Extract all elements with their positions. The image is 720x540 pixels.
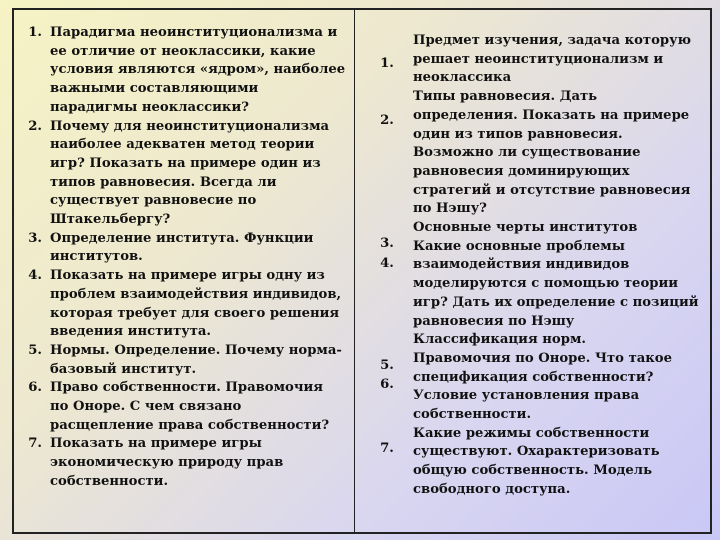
right-item-text: Типы равновесия. Дать определения. Показать на примере один из типов равновесия. Возможно ли существование равновесия доминирующих стратегий и отсутствие равновесия по Нэшу? bbox=[413, 89, 691, 217]
left-question-item bbox=[18, 342, 346, 379]
right-number: 5. bbox=[380, 358, 394, 373]
left-question-item bbox=[18, 379, 346, 435]
question-text: Определение института. Функции институтов. bbox=[50, 230, 314, 265]
question-text: Нормы. Определение. Почему норма-базовый институт. bbox=[50, 342, 342, 377]
question-number: 7. bbox=[28, 436, 42, 452]
right-item-text: Какие режимы собственности существуют. Охарактеризовать общую собственность. Модель свободного доступа. bbox=[413, 425, 660, 497]
right-number: 6. bbox=[380, 377, 394, 392]
right-item-text: Классификация норм. bbox=[413, 332, 586, 348]
question-number: 4. bbox=[28, 268, 42, 284]
right-number: 2. bbox=[380, 113, 394, 128]
left-column bbox=[14, 10, 355, 532]
question-number: 6. bbox=[28, 380, 42, 396]
right-text-column bbox=[413, 32, 706, 532]
question-number: 5. bbox=[28, 342, 42, 358]
right-column bbox=[355, 10, 714, 532]
left-question-item bbox=[18, 118, 346, 230]
question-text: Право собственности. Правомочия по Оноре. С чем связано расщепление права собственности? bbox=[50, 380, 330, 433]
right-item-text: Предмет изучения, задача которую решает неоинституционализм и неоклассика bbox=[413, 33, 692, 86]
question-number: 1. bbox=[28, 25, 42, 40]
left-question-item bbox=[18, 267, 346, 342]
right-item-text: Основные черты институтов bbox=[413, 220, 638, 236]
right-item-text: Правомочия по Оноре. Что такое спецификация собственности? Условие установления права собственности. bbox=[413, 350, 672, 423]
right-number: 3. bbox=[380, 236, 394, 251]
question-text: Показать на примере игры экономическую природу прав собственности. bbox=[50, 436, 284, 489]
left-question-item bbox=[18, 435, 346, 491]
question-text: Парадигма неоинституционализма и ее отличие от неоклассики, какие условия являются «ядром», наиболее важными составляющими парадигмы неоклассики? bbox=[50, 25, 346, 115]
right-number-column bbox=[361, 32, 413, 532]
questions-table bbox=[12, 8, 712, 534]
question-text: Почему для неоинституционализма наиболее адекватен метод теории игр? Показать на примере один из типов равновесия. Всегда ли существует равновесие по Штакельбергу? bbox=[50, 118, 330, 228]
right-number: 7. bbox=[380, 441, 394, 456]
question-number: 3. bbox=[28, 230, 42, 246]
left-question-item bbox=[18, 230, 346, 267]
right-number: 1. bbox=[380, 56, 394, 71]
right-item-text: Какие основные проблемы взаимодействия индивидов моделируются с помощью теории игр? Дать их определение с позиций равновесия по Нэшу bbox=[413, 238, 699, 329]
question-number: 2. bbox=[28, 118, 42, 134]
question-text: Показать на примере игры одну из проблем взаимодействия индивидов, которая требует для своего решения введения института. bbox=[50, 268, 342, 340]
right-number: 4. bbox=[380, 256, 394, 271]
left-question-item bbox=[18, 24, 346, 118]
left-question-list bbox=[18, 24, 346, 492]
